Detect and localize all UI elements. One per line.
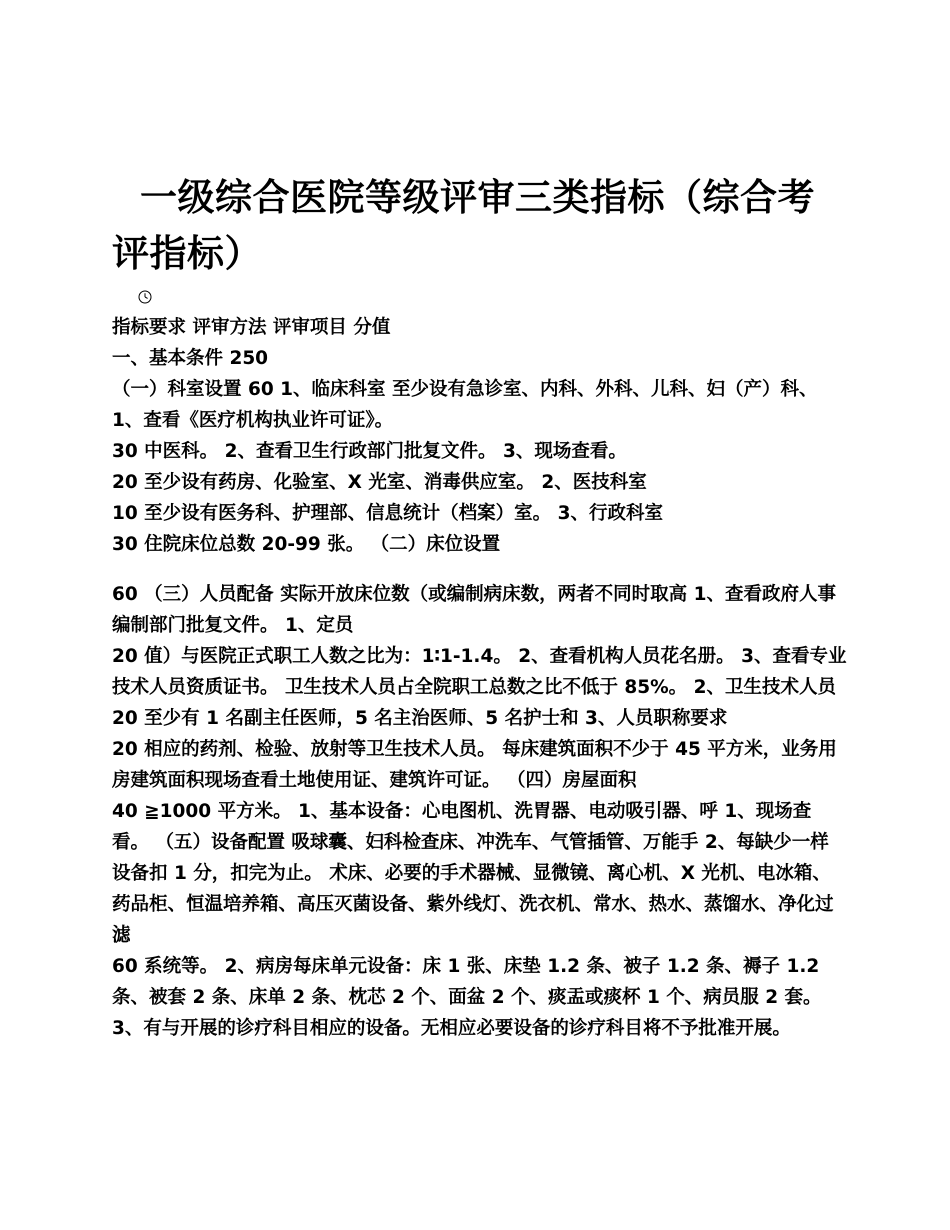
paragraph-medical-tech: 20 至少设有药房、化验室、X 光室、消毒供应室。 2、医技科室 xyxy=(112,472,647,493)
paragraph-tcm: 30 中医科。 2、查看卫生行政部门批复文件。 3、现场查看。 xyxy=(112,441,627,462)
paragraph-basic-conditions: 一、基本条件 250 xyxy=(112,348,269,369)
clock-icon xyxy=(138,290,152,304)
paragraph-bed-setup: 30 住院床位总数 20-99 张。 （二）床位设置 xyxy=(112,534,501,555)
paragraph-ward-equipment: 60 系统等。 2、病房每床单元设备：床 1 张、床垫 1.2 条、被子 1.2 条、褥子 1.2 条、被套 2 条、床单 2 条、枕芯 2 个、面盆 2 个、痰盂或痰杯 1 个、病员服 2 套。 3、有与开展的诊疗科目相应的设备。无相应必要设备的诊疗科目将不予批准开展。 xyxy=(112,956,822,1039)
paragraph-staffing: 60 （三）人员配备 实际开放床位数（或编制病床数，两者不同时取高 1、查看政府人事编制部门批复文件。 1、定员 xyxy=(112,584,836,636)
paragraph-staff-ratio: 20 值）与医院正式职工人数之比为：1∶1-1.4。 2、查看机构人员花名册。 3、查看专业技术人员资质证书。 卫生技术人员占全院职工总数之比不低于 85%。 2、卫生技术人员 20 至少有 1 名副主任医师，5 名主治医师、5 名护士和 3、人员职称要求 xyxy=(112,646,847,729)
paragraph-building-area: 20 相应的药剂、检验、放射等卫生技术人员。 每床建筑面积不少于 45 平方米，业务用房建筑面积现场查看土地使用证、建筑许可证。 （四）房屋面积 xyxy=(112,739,837,791)
paragraph-equipment: 40 ≧1000 平方米。 1、基本设备：心电图机、洗胃器、电动吸引器、呼 1、现场查看。 （五）设备配置 吸球囊、妇科检查床、冲洗车、气管插管、万能手 2、每缺少一样设备扣 1 分，扣完为止。 术床、必要的手术器械、显微镜、离心机、X 光机、电冰箱、药品柜、恒温培养箱、高压灭菌设备、紫外线灯、洗衣机、常水、热水、蒸馏水、净化过滤 xyxy=(112,801,834,946)
paragraph-header: 指标要求 评审方法 评审项目 分值 xyxy=(112,317,391,338)
paragraph-department-setup: （一）科室设置 60 1、临床科室 至少设有急诊室、内科、外科、儿科、妇（产）科、1、查看《医疗机构执业许可证》。 xyxy=(112,379,818,431)
document-body xyxy=(112,312,847,1044)
document-title: 一级综合医院等级评审三类指标（综合考评指标） xyxy=(112,176,815,275)
paragraph-admin-depts: 10 至少设有医务科、护理部、信息统计（档案）室。 3、行政科室 xyxy=(112,503,664,524)
